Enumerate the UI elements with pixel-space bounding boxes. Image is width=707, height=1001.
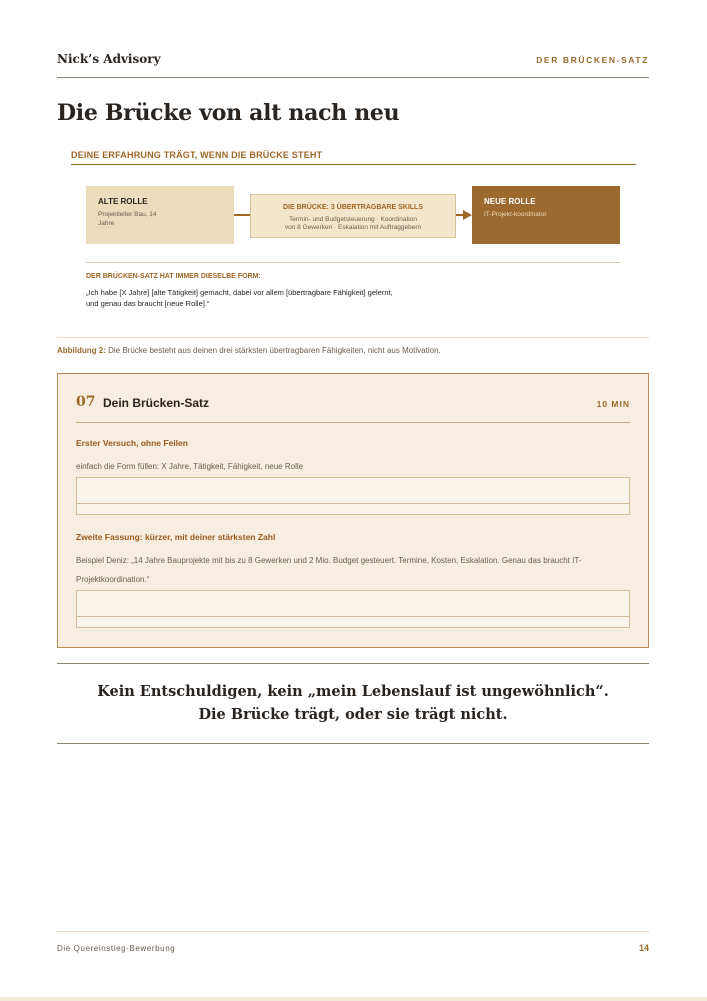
- bridge-box: [250, 194, 456, 238]
- caption-text: Die Brücke besteht aus deinen drei stärksten übertragbaren Fähigkeiten, nicht aus Motivation.: [105, 346, 441, 355]
- formula-text: [86, 288, 506, 310]
- formula-line-1: „Ich habe [X Jahre] [alte Tätigkeit] gemacht, dabei vor allem [übertragbare Fähigkeit] gelernt,: [86, 288, 393, 297]
- old-role-desc: Projektleiter Bau, 14 Jahre: [98, 211, 157, 227]
- answer-line: [77, 503, 629, 504]
- brand-name: Nick’s Advisory: [57, 52, 161, 66]
- pull-quote-line-1: Kein Entschuldigen, kein „mein Lebenslauf ist ungewöhnlich“.: [97, 683, 609, 700]
- old-role-box: [86, 186, 234, 244]
- question-1-hint: einfach die Form füllen: X Jahre, Tätigkeit, Fähigkeit, neue Rolle: [76, 462, 304, 471]
- connector-left: [234, 214, 250, 216]
- figure-divider: [86, 262, 620, 263]
- quote-divider-bottom: [57, 743, 649, 744]
- question-2-title: Zweite Fassung: kürzer, mit deiner stärksten Zahl: [76, 532, 276, 542]
- pull-quote-line-2: Die Brücke trägt, oder sie trägt nicht.: [198, 706, 508, 723]
- figure-heading-divider: [71, 164, 636, 165]
- footer-divider: [57, 931, 649, 932]
- page-number: 14: [638, 943, 649, 953]
- pull-quote: [57, 680, 649, 726]
- old-role-title: ALTE ROLLE: [98, 197, 148, 206]
- caption-divider: [57, 337, 649, 338]
- formula-line-2: und genau das braucht [neue Rolle].“: [86, 298, 210, 308]
- section-tag: DER BRÜCKEN-SATZ: [536, 55, 649, 65]
- question-2-hint: Beispiel Deniz: „14 Jahre Bauprojekte mit bis zu 8 Gewerken und 2 Mio. Budget gesteuert. Termine, Kosten, Eskalation. Genau das braucht IT-Projektkoordination.“: [76, 556, 582, 584]
- figure-heading: DEINE ERFAHRUNG TRÄGT, WENN DIE BRÜCKE STEHT: [71, 150, 323, 160]
- new-role-box: [472, 186, 620, 244]
- figure-caption: [57, 346, 441, 355]
- question-1-title: Erster Versuch, ohne Feilen: [76, 438, 188, 448]
- page-title: Die Brücke von alt nach neu: [57, 100, 400, 126]
- caption-label: Abbildung 2:: [57, 346, 106, 355]
- answer-field-1[interactable]: [76, 477, 630, 515]
- answer-field-2[interactable]: [76, 590, 630, 628]
- bridge-skills-line-2: von 8 Gewerken · Eskalation mit Auftraggebern: [284, 224, 422, 232]
- bridge-skills: [251, 216, 455, 233]
- header-divider: [57, 77, 649, 78]
- bridge-title: DIE BRÜCKE: 3 ÜBERTRAGBARE SKILLS: [282, 204, 423, 211]
- answer-line: [77, 616, 629, 617]
- arrow-right-icon: [463, 210, 472, 220]
- new-role-title: NEUE ROLLE: [484, 197, 536, 206]
- footer-title: Die Quereinstieg-Bewerbung: [57, 944, 176, 953]
- page-bottom-strip: [0, 997, 707, 1001]
- formula-heading: DER BRÜCKEN-SATZ HAT IMMER DIESELBE FORM:: [86, 273, 261, 280]
- quote-divider-top: [57, 663, 649, 664]
- new-role-desc: IT-Projekt-koordinator: [484, 211, 547, 218]
- exercise-divider: [76, 422, 630, 423]
- exercise-number: 07: [76, 394, 96, 410]
- bridge-skills-line-1: Termin- und Budgetsteuerung · Koordination: [289, 216, 417, 223]
- exercise-title: Dein Brücken-Satz: [103, 396, 210, 410]
- exercise-duration: 10 MIN: [596, 399, 630, 409]
